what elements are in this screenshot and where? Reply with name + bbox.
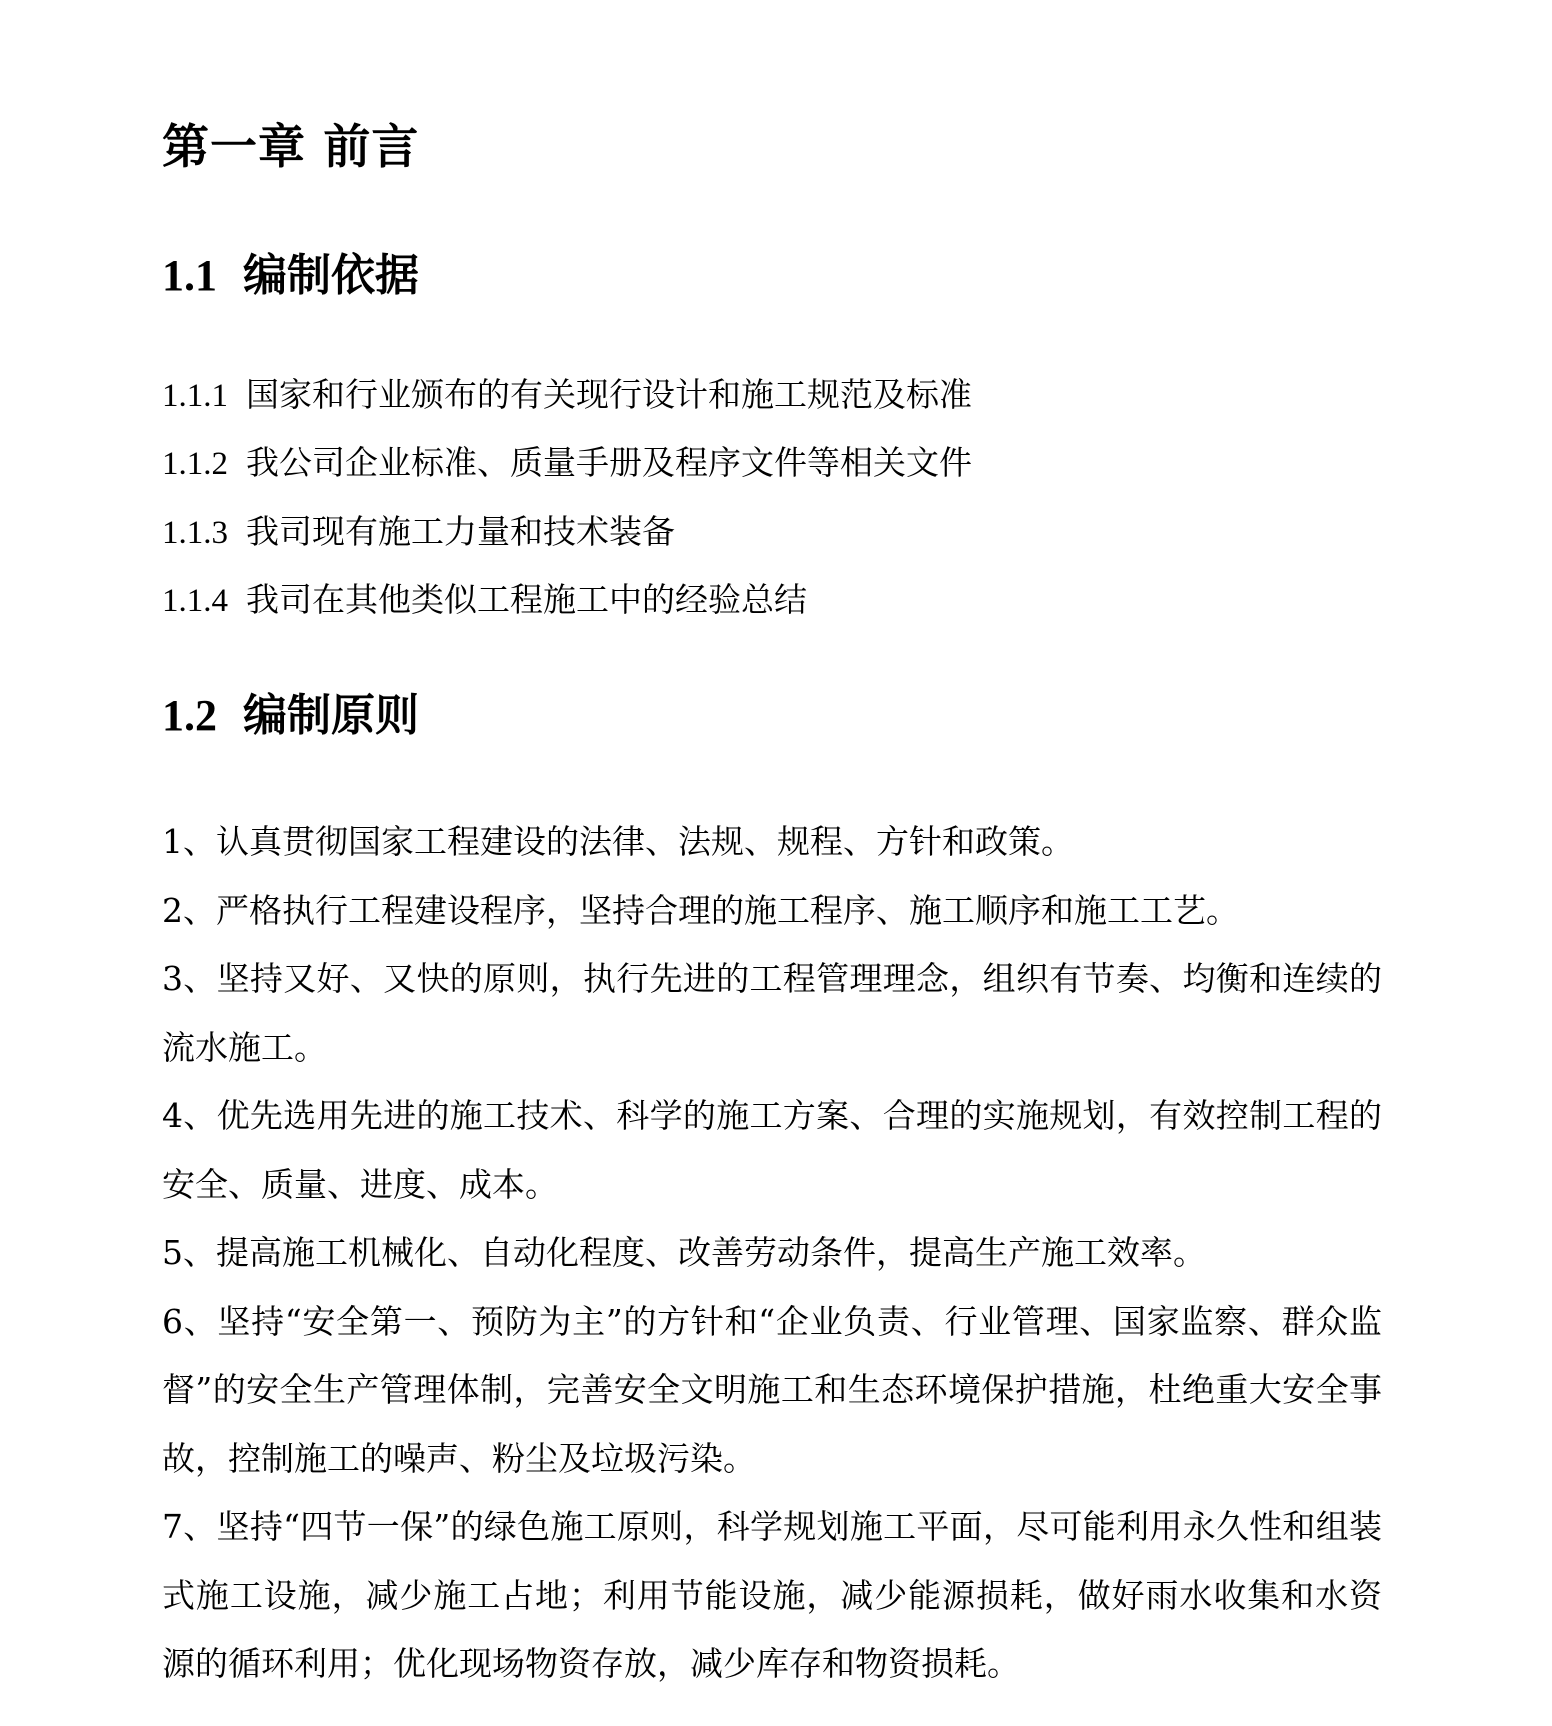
- basis-item-number: 1.1.1: [162, 378, 228, 414]
- basis-item-number: 1.1.3: [162, 515, 228, 551]
- chapter-title: 第一章 前言: [162, 120, 420, 175]
- basis-item-text: 国家和行业颁布的有关现行设计和施工规范及标准: [246, 375, 972, 414]
- principle-item: 4、优先选用先进的施工技术、科学的施工方案、合理的实施规划，有效控制工程的安全、质量、进度、成本。: [162, 1096, 1382, 1204]
- principle-item: 6、坚持“安全第一、预防为主”的方针和“企业负责、行业管理、国家监察、群众监督”的安全生产管理体制，完善安全文明施工和生态环境保护措施，杜绝重大安全事故，控制施工的噪声、粉尘及垃圾污染。: [162, 1301, 1382, 1478]
- section-title-text: 编制依据: [243, 250, 419, 301]
- basis-item: [162, 441, 972, 486]
- principle-item: 3、坚持又好、又快的原则，执行先进的工程管理理念，组织有节奏、均衡和连续的流水施工。: [162, 959, 1382, 1067]
- basis-item: [162, 578, 807, 623]
- section-title-text: 编制原则: [243, 690, 419, 741]
- principle-item: 2、严格执行工程建设程序，坚持合理的施工程序、施工顺序和施工工艺。: [162, 890, 1239, 930]
- section-number: 1.1: [162, 251, 217, 300]
- section-heading-basis: [162, 248, 419, 304]
- principles-list: [162, 808, 1382, 1699]
- basis-item-number: 1.1.2: [162, 446, 228, 482]
- basis-item-text: 我司现有施工力量和技术装备: [246, 512, 675, 551]
- basis-item-text: 我司在其他类似工程施工中的经验总结: [246, 580, 807, 619]
- basis-item-number: 1.1.4: [162, 583, 228, 619]
- basis-item: [162, 373, 972, 418]
- section-number: 1.2: [162, 691, 217, 740]
- basis-item: [162, 510, 675, 555]
- principle-item: 7、坚持“四节一保”的绿色施工原则，科学规划施工平面，尽可能利用永久性和组装式施工设施，减少施工占地；利用节能设施，减少能源损耗，做好雨水收集和水资源的循环利用；优化现场物资存放，减少库存和物资损耗。: [162, 1507, 1382, 1683]
- section-heading-principles: [162, 688, 419, 744]
- basis-item-text: 我公司企业标准、质量手册及程序文件等相关文件: [246, 443, 972, 482]
- principle-item: 1、认真贯彻国家工程建设的法律、法规、规程、方针和政策。: [162, 822, 1074, 861]
- principle-item: 5、提高施工机械化、自动化程度、改善劳动条件，提高生产施工效率。: [162, 1233, 1206, 1272]
